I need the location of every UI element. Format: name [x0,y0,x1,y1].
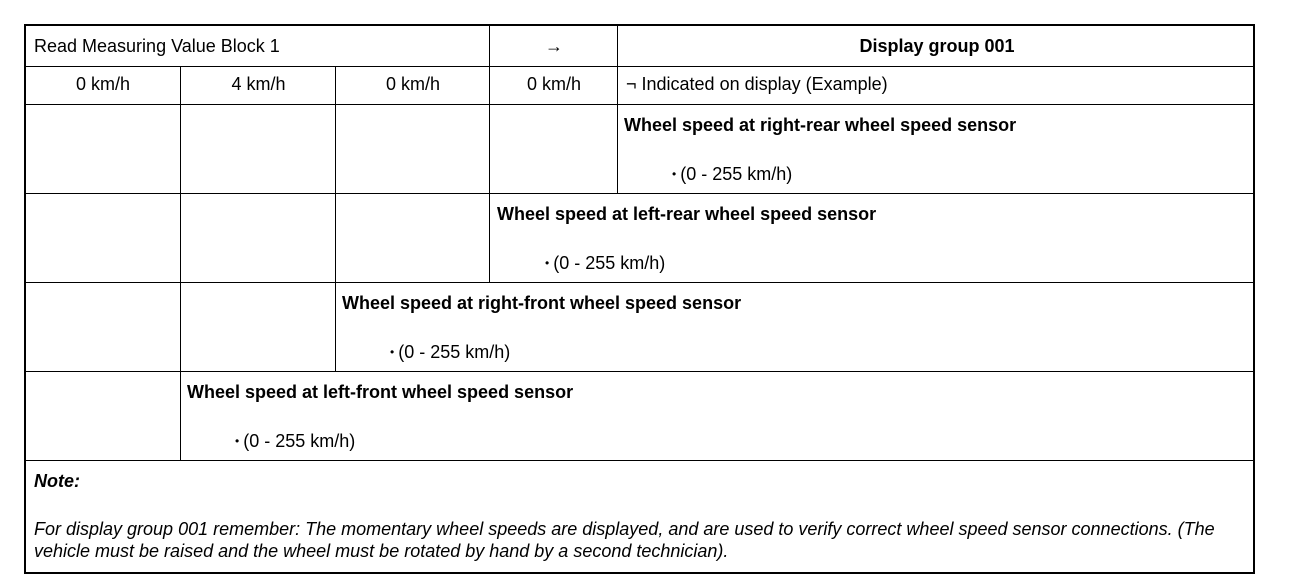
field-label-right-front: Wheel speed at right-front wheel speed sensor [342,293,742,313]
range-text: (0 - 255 km/h) [680,164,793,184]
value-cell-4: 0 km/h [526,74,582,94]
field-range-right-rear [672,163,792,185]
field-range-right-front [390,341,510,363]
range-text: (0 - 255 km/h) [243,431,356,451]
bullet-icon: • [672,167,677,181]
note-text: For display group 001 remember: The momentary wheel speeds are displayed, and are used to verify correct wheel speed sensor connections. (The vehicle must be raised and the wheel must be rotated by hand by a second technician). [34,519,1215,561]
range-text: (0 - 255 km/h) [553,253,666,273]
row-divider-header [26,66,1255,67]
range-text: (0 - 255 km/h) [398,342,511,362]
measuring-value-table [24,24,1255,574]
bullet-icon: • [545,256,550,270]
row-divider-field-3 [26,371,1255,372]
arrow-icon: → [545,36,563,56]
col-divider-4 [489,26,490,193]
display-group-title: Display group 001 [859,36,1015,56]
col-divider-5 [617,26,618,193]
col-divider-1 [180,66,181,460]
field-range-left-front [235,430,355,452]
field-label-left-rear: Wheel speed at left-rear wheel speed sensor [497,204,877,224]
value-cell-3: 0 km/h [385,74,441,94]
block-title: Read Measuring Value Block 1 [34,36,280,56]
field-label-left-front: Wheel speed at left-front wheel speed sensor [187,382,574,402]
field-label-right-rear: Wheel speed at right-rear wheel speed sensor [624,115,1017,135]
indicated-on-display-label: ¬ Indicated on display (Example) [626,74,888,94]
row-divider-field-1 [26,193,1255,194]
col-divider-3 [489,193,490,282]
value-cell-1: 0 km/h [75,74,131,94]
col-divider-2 [335,66,336,371]
row-divider-field-4 [26,460,1255,461]
row-divider-field-2 [26,282,1255,283]
value-cell-2: 4 km/h [231,74,286,94]
row-divider-values [26,104,1255,105]
bullet-icon: • [235,434,240,448]
note-title: Note: [34,471,80,491]
field-range-left-rear [545,252,665,274]
bullet-icon: • [390,345,395,359]
